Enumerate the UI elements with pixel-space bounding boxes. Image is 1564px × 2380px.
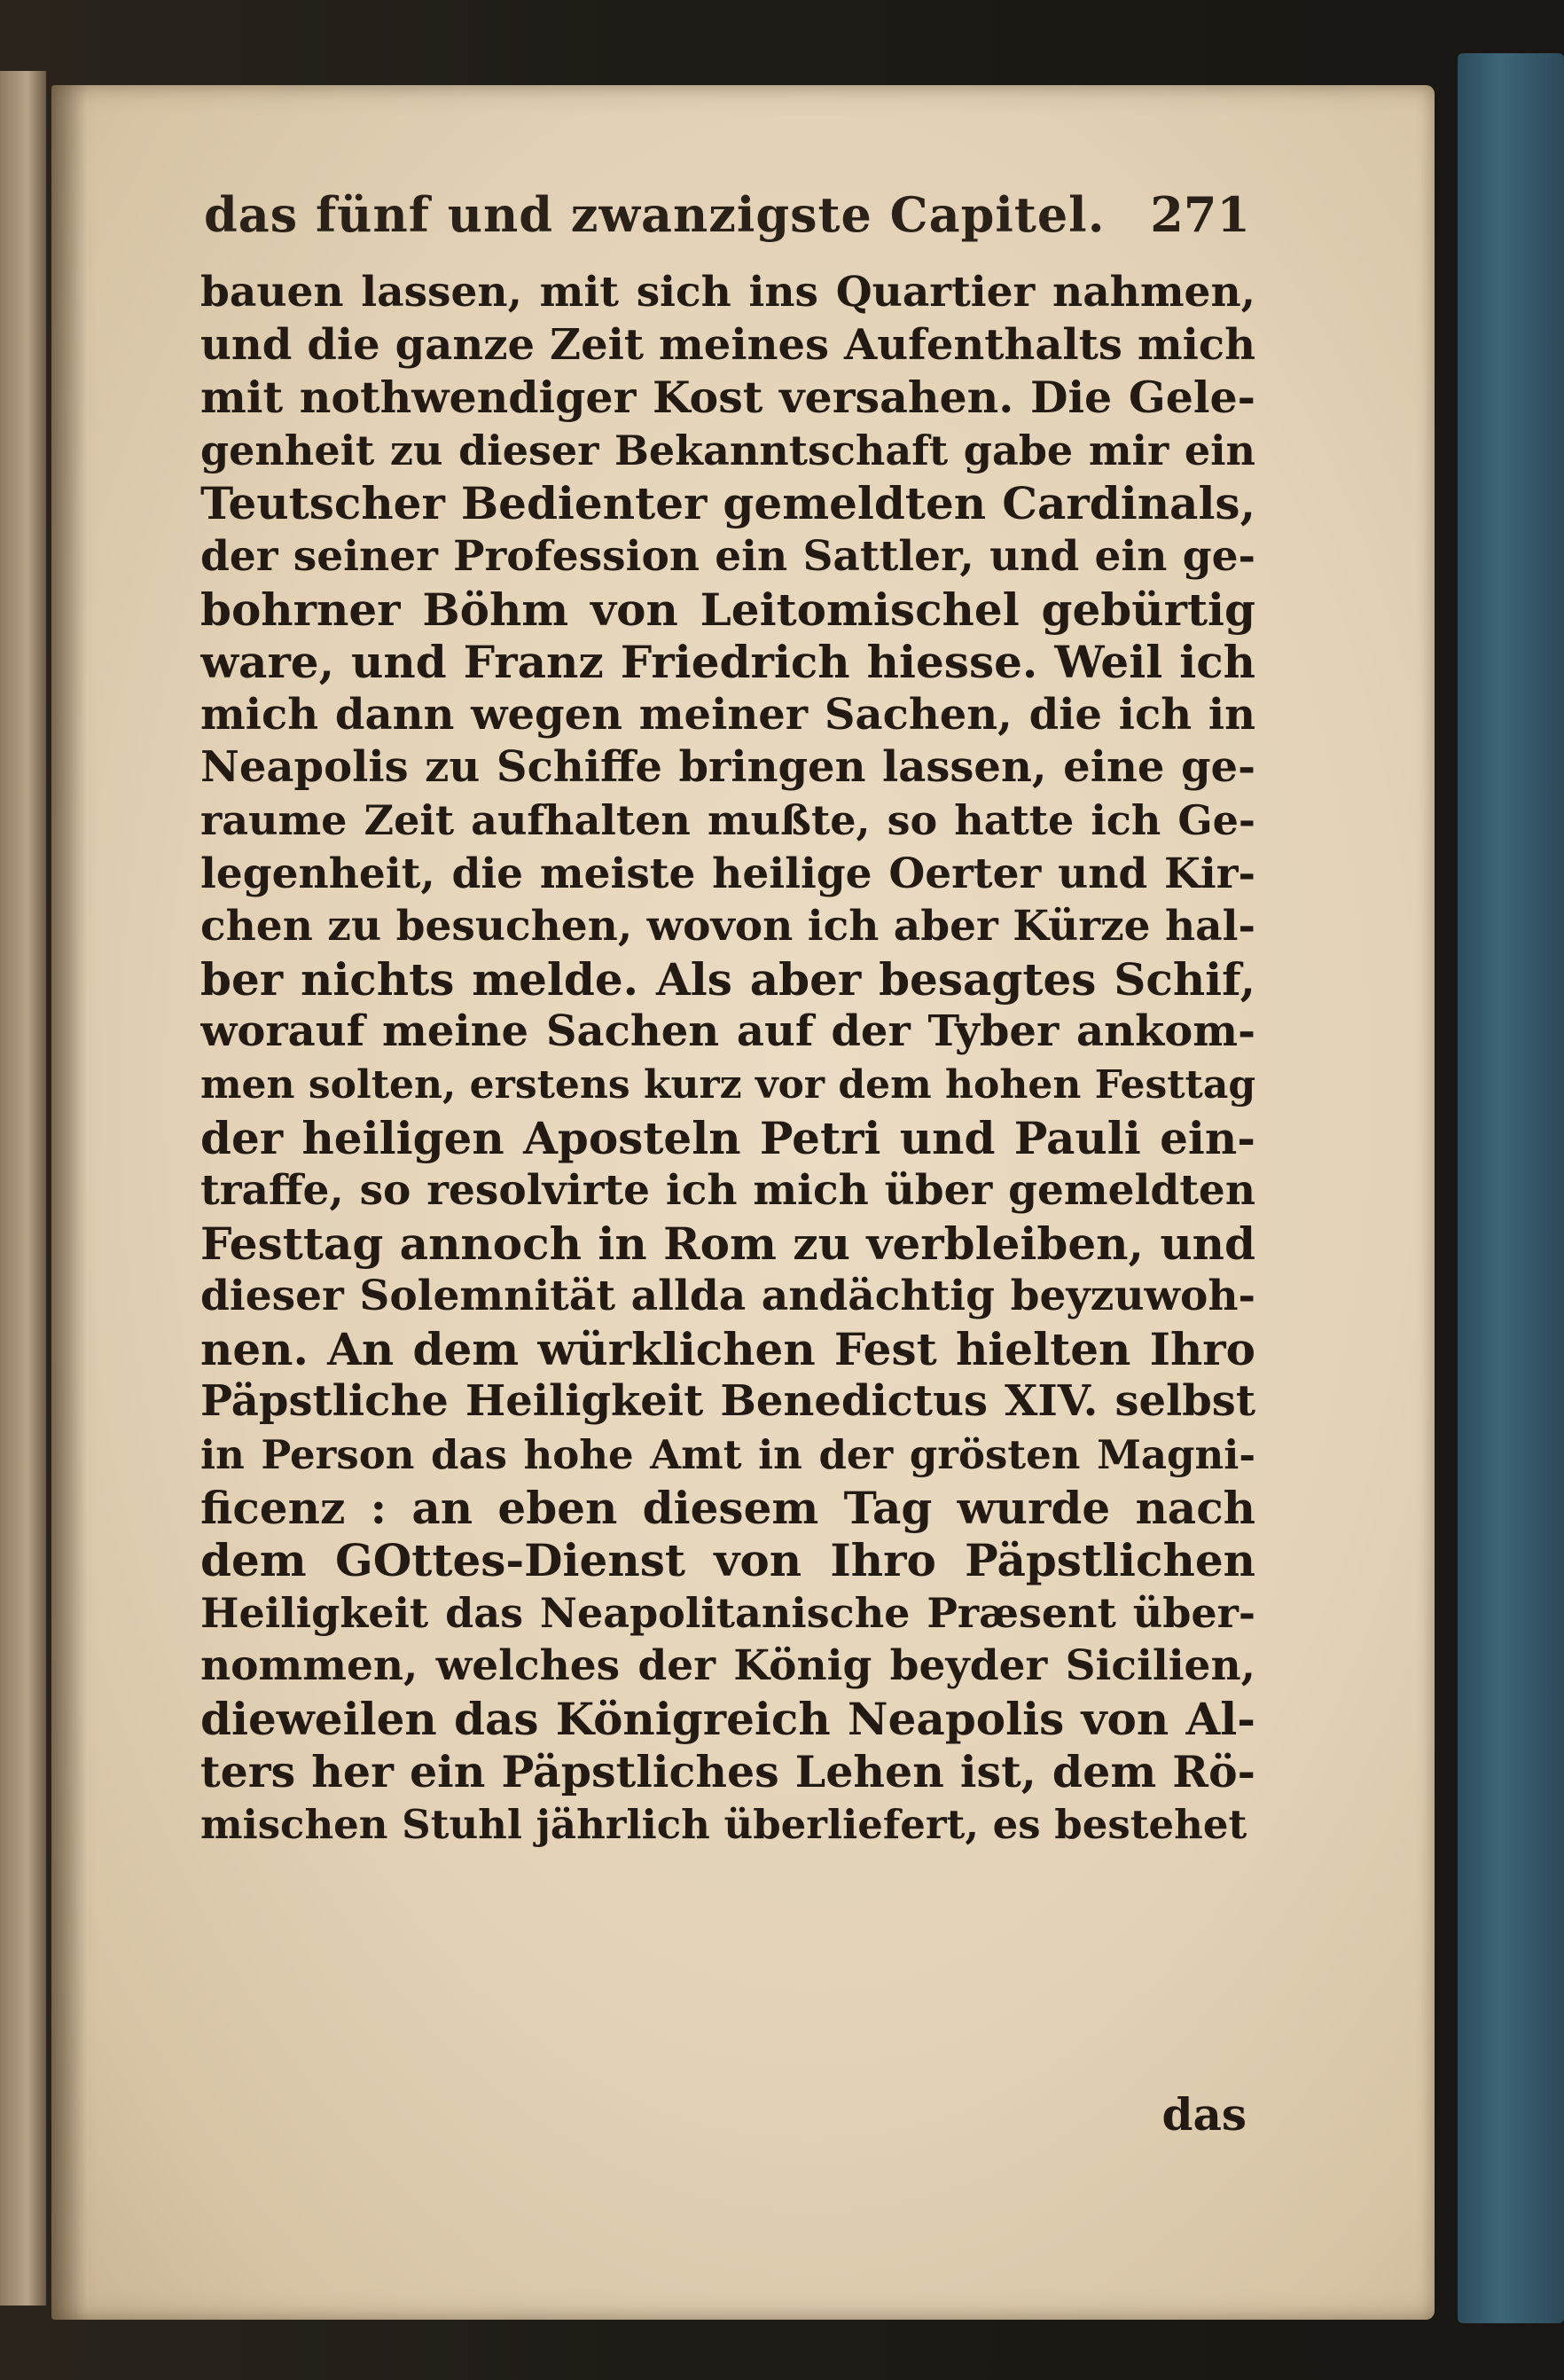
text-line: genheit zu dieser Bekanntschaft gabe mir ein [200, 426, 1255, 474]
text-line: und die ganze Zeit meines Aufenthalts mich [200, 319, 1255, 370]
text-line: Festtag annoch in Rom zu verbleiben, und [200, 1217, 1255, 1270]
text-line: bohrner Böhm von Leitomischel gebürtig [200, 583, 1255, 636]
text-line: Neapolis zu Schiffe bringen lassen, eine ge- [200, 742, 1255, 793]
text-line: nommen, welches der König beyder Sicilien, [200, 1641, 1255, 1691]
catchword: das [1161, 2088, 1247, 2141]
gutter-shadow [51, 85, 87, 2320]
text-line: Heiligkeit das Neapolitanische Præsent über- [200, 1588, 1255, 1637]
text-line: ware, und Franz Friedrich hiesse. Weil ich [200, 636, 1255, 689]
facing-page-edge [0, 71, 46, 2306]
text-line: legenheit, die meiste heilige Oerter und Kir- [200, 849, 1255, 898]
book-cover-edge [1458, 53, 1564, 2323]
text-line: der seiner Profession ein Sattler, und ein ge- [200, 531, 1255, 581]
text-line: bauen lassen, mit sich ins Quartier nahmen, [200, 268, 1255, 317]
text-line: Teutscher Bedienter gemeldten Cardinals, [200, 477, 1255, 530]
page-header [204, 186, 1250, 257]
text-line: nen. An dem würklichen Fest hielten Ihro [200, 1322, 1255, 1375]
text-line: chen zu besuchen, wovon ich aber Kürze hal- [200, 902, 1255, 951]
text-line: mischen Stuhl jährlich überliefert, es bestehet [200, 1801, 1247, 1849]
text-line: mich dann wegen meiner Sachen, die ich in [200, 689, 1255, 740]
text-line: worauf meine Sachen auf der Tyber ankom- [200, 1006, 1255, 1057]
text-line: dieser Solemnität allda andächtig beyzuwoh- [200, 1272, 1255, 1321]
running-title: das fünf und zwanzigste Capitel. [204, 186, 1106, 243]
text-line: ters her ein Päpstliches Lehen ist, dem Rö- [200, 1745, 1255, 1797]
page-number: 271 [1150, 186, 1250, 243]
text-line: der heiligen Aposteln Petri und Pauli ein- [200, 1111, 1255, 1164]
text-line: in Person das hohe Amt in der grösten Magni- [200, 1431, 1255, 1479]
text-line: dieweilen das Königreich Neapolis von Al- [200, 1693, 1255, 1746]
text-line: mit nothwendiger Kost versahen. Die Gele- [200, 372, 1255, 424]
text-line: dem GOttes-Dienst von Ihro Päpstlichen [200, 1534, 1255, 1587]
text-line: men solten, erstens kurz vor dem hohen Festtag [200, 1061, 1255, 1108]
text-line: ber nichts melde. Als aber besagtes Schif, [200, 952, 1255, 1006]
text-line: Päpstliche Heiligkeit Benedictus XIV. selbst [200, 1376, 1255, 1427]
body-text [200, 266, 1255, 1852]
text-line: traffe, so resolvirte ich mich über gemeldten [200, 1166, 1255, 1216]
text-line: ficenz : an eben diesem Tag wurde nach [200, 1481, 1255, 1534]
text-line: raume Zeit aufhalten mußte, so hatte ich Ge- [200, 795, 1255, 844]
